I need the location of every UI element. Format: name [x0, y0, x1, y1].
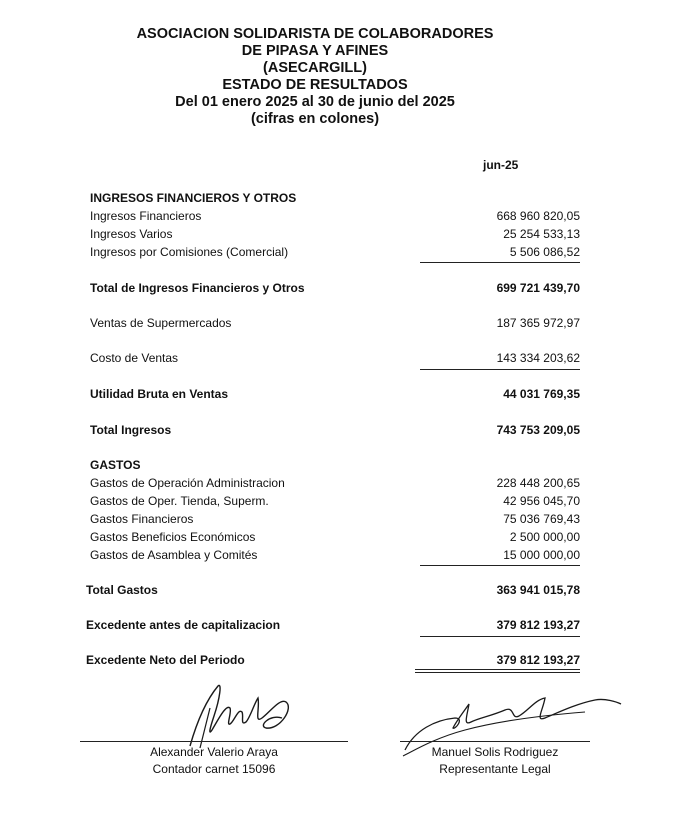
table-row	[0, 512, 690, 530]
row-value: 379 812 193,27	[496, 618, 580, 632]
row-label: Gastos Beneficios Económicos	[90, 530, 256, 544]
row-label: Gastos de Asamblea y Comités	[90, 548, 258, 562]
signer-name-right: Manuel Solis Rodriguez	[431, 745, 559, 759]
total-row-excedente-neto	[0, 653, 690, 671]
row-label: Costo de Ventas	[90, 351, 179, 365]
row-label: Gastos Financieros	[90, 512, 194, 526]
table-row-ventas	[0, 316, 690, 334]
row-label: Excedente antes de capitalizacion	[86, 618, 281, 632]
header-organization-line1: ASOCIACION SOLIDARISTA DE COLABORADORES	[136, 26, 494, 42]
total-row-ingresos	[0, 423, 690, 441]
row-label: Ingresos Varios	[90, 227, 173, 241]
row-value: 228 448 200,65	[496, 476, 580, 490]
signature-line-left	[80, 741, 348, 742]
row-value: 143 334 203,62	[496, 351, 580, 365]
header-organization-line2: DE PIPASA Y AFINES	[241, 43, 389, 59]
signer-role-right: Representante Legal	[439, 762, 551, 776]
header-report-title: ESTADO DE RESULTADOS	[222, 77, 408, 93]
header-acronym: (ASECARGILL)	[263, 60, 367, 76]
table-row	[0, 494, 690, 512]
table-row-costo	[0, 351, 690, 369]
table-row	[0, 245, 690, 263]
header-currency-note: (cifras en colones)	[250, 111, 380, 127]
row-label: Ingresos por Comisiones (Comercial)	[90, 245, 289, 259]
row-value: 25 254 533,13	[503, 227, 580, 241]
column-header-period: jun-25	[483, 158, 519, 172]
row-value: 42 956 045,70	[503, 494, 580, 508]
row-value: 2 500 000,00	[509, 530, 580, 544]
subtotal-rule	[420, 369, 580, 370]
double-underline-top	[415, 669, 580, 670]
row-label: Total Ingresos	[90, 423, 172, 437]
table-row	[0, 476, 690, 494]
row-label: Ventas de Supermercados	[90, 316, 232, 330]
total-row-ingresos-financieros	[0, 281, 690, 299]
section-title-gastos	[0, 458, 690, 476]
row-value: 699 721 439,70	[496, 281, 580, 295]
row-label: Gastos de Operación Administracion	[90, 476, 285, 490]
row-value: 75 036 769,43	[503, 512, 580, 526]
total-row-utilidad	[0, 387, 690, 405]
row-label: Total de Ingresos Financieros y Otros	[90, 281, 305, 295]
row-label: Excedente Neto del Periodo	[86, 653, 245, 667]
section-title-ingresos-label: INGRESOS FINANCIEROS Y OTROS	[90, 191, 297, 205]
row-value: 363 941 015,78	[496, 583, 580, 597]
row-label: Gastos de Oper. Tienda, Superm.	[90, 494, 269, 508]
row-label: Ingresos Financieros	[90, 209, 202, 223]
table-row	[0, 227, 690, 245]
row-value: 668 960 820,05	[496, 209, 580, 223]
row-value: 44 031 769,35	[503, 387, 580, 401]
table-row	[0, 209, 690, 227]
row-value: 187 365 972,97	[496, 316, 580, 330]
table-row	[0, 548, 690, 566]
row-value: 379 812 193,27	[496, 653, 580, 667]
total-row-gastos	[0, 583, 690, 601]
subtotal-rule	[420, 262, 580, 263]
signature-line-right	[400, 741, 590, 742]
double-underline-bottom	[415, 672, 580, 673]
subtotal-rule	[420, 565, 580, 566]
section-title-gastos-label: GASTOS	[90, 458, 141, 472]
row-label: Total Gastos	[86, 583, 158, 597]
total-row-excedente-antes	[0, 618, 690, 636]
row-value: 15 000 000,00	[503, 548, 580, 562]
row-label: Utilidad Bruta en Ventas	[90, 387, 229, 401]
table-row	[0, 530, 690, 548]
report-header	[0, 26, 630, 128]
signer-role-left: Contador carnet 15096	[152, 762, 276, 776]
row-value: 5 506 086,52	[509, 245, 580, 259]
subtotal-rule	[420, 636, 580, 637]
section-title-ingresos	[0, 191, 690, 209]
header-period: Del 01 enero 2025 al 30 de junio del 2025	[175, 94, 455, 110]
row-value: 743 753 209,05	[496, 423, 580, 437]
signer-name-left: Alexander Valerio Araya	[150, 745, 278, 759]
